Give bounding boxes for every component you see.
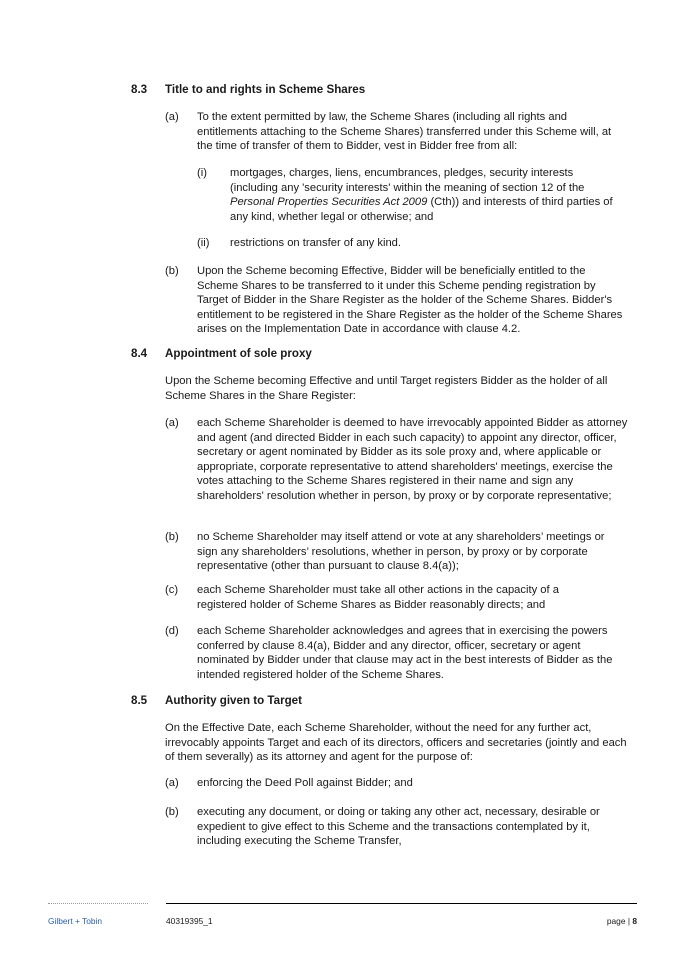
clause-text: Upon the Scheme becoming Effective, Bidder will be beneficially entitled to the Scheme Shares to be transferred to it under this Scheme pending registration by Target of Bidder in the Share Register as the holder of the Scheme Shares. Bidder's entitlement to be registered in the Share Register as the holder of the Scheme Shares arises on the Implementation Date in accordance with clause 4.2. [197, 265, 623, 336]
section-number: 8.5 [131, 694, 148, 707]
clause-text: each Scheme Shareholder acknowledges and agrees that in exercising the powers conferred by clause 8.4(a), Bidder and any director, officer, secretary or agent nominated by Bidder under that clause may act in the best interests of Bidder as the intended registered holder of the Scheme Shares. [197, 625, 613, 681]
section-title: Appointment of sole proxy [165, 347, 312, 360]
clause-label: (ii) [197, 237, 210, 249]
clause-label: (d) [165, 625, 179, 637]
section-intro: Upon the Scheme becoming Effective and until Target registers Bidder as the holder of all Scheme Shares in the Share Register: [165, 375, 608, 402]
clause-text: enforcing the Deed Poll against Bidder; and [197, 777, 413, 789]
page-number: 8 [632, 916, 637, 926]
section-title: Title to and rights in Scheme Shares [165, 83, 366, 96]
clause-text-part: (Cth)) and interests of third parties of any kind, whether legal or otherwise; and [230, 196, 613, 223]
clause-label: (b) [165, 265, 179, 277]
footer-document-reference: 40319395_1 [166, 916, 213, 926]
page-prefix: page | [606, 916, 633, 926]
clause-label: (b) [165, 806, 179, 818]
clause-text: To the extent permitted by law, the Scheme Shares (including all rights and entitlements attaching to the Scheme Shares) transferred under this Scheme will, at the time of transfer of them to Bidder, vest in Bidder free from all: [197, 111, 612, 153]
clause-text: no Scheme Shareholder may itself attend or vote at any shareholders’ meetings or sign any shareholders’ resolutions, whether in person, by proxy or by corporate representative (other than pursuant to clause 8.4(a)); [197, 531, 605, 573]
clause-text: each Scheme Shareholder must take all other actions in the capacity of a registered holder of Scheme Shares as Bidder reasonably directs; and [197, 584, 559, 611]
clause-text-part: mortgages, charges, liens, encumbrances, pledges, security interests (including any 'security interests' within the meaning of section 12 of the [230, 167, 585, 194]
footer-page-indicator [607, 914, 637, 929]
section-number: 8.3 [131, 83, 148, 96]
footer-divider [166, 903, 637, 904]
section-intro: On the Effective Date, each Scheme Shareholder, without the need for any further act, irrevocably appoints Target and each of its directors, officers and secretaries (jointly and each of them severally) as its attorney and agent for the purpose of: [165, 722, 627, 764]
footer-firm-name: Gilbert + Tobin [48, 916, 103, 926]
statute-name: Personal Properties Securities Act 2009 [230, 196, 428, 209]
clause-text: executing any document, or doing or taking any other act, necessary, desirable or expedient to give effect to this Scheme and the transactions contemplated by it, including executing the Scheme Transfer, [197, 806, 600, 848]
clause-text: each Scheme Shareholder is deemed to have irrevocably appointed Bidder as attorney and agent (and directed Bidder in each such capacity) to appoint any director, officer, secretary or agent nominated by Bidder as its sole proxy and, where applicable or appropriate, corporate representative to attend shareholders' meetings, exercise the votes attaching to the Scheme Shares registered in their name and sign any shareholders' resolution whether in person, by proxy or by corporate representative; [197, 417, 628, 502]
clause-label: (c) [165, 584, 179, 596]
clause-label: (b) [165, 531, 179, 543]
clause-label: (i) [197, 167, 207, 179]
clause-text [230, 166, 615, 224]
clause-label: (a) [165, 777, 179, 789]
clause-text: restrictions on transfer of any kind. [230, 237, 401, 249]
section-title: Authority given to Target [165, 694, 302, 707]
section-number: 8.4 [131, 347, 148, 360]
clause-label: (a) [165, 111, 179, 123]
footer-dotted-divider [48, 903, 148, 904]
clause-label: (a) [165, 417, 179, 429]
